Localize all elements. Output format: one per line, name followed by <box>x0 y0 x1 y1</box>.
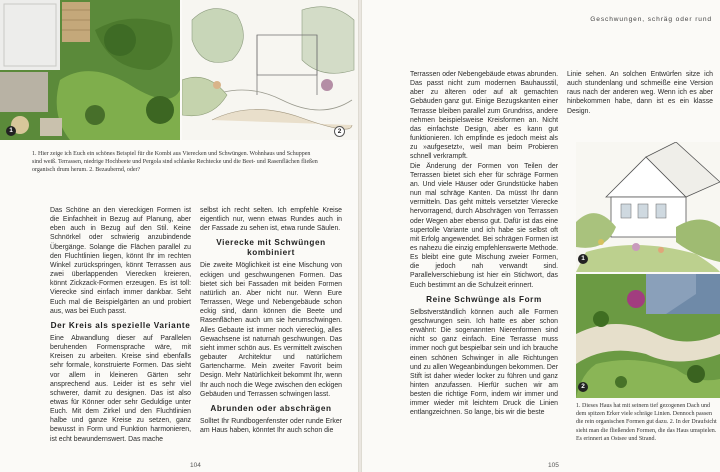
section-heading: Abrunden oder abschrägen <box>210 403 332 413</box>
paragraph: Linie sehen. An solchen Entwürfen sitze ich auch stundenlang und schmeiße eine Version raus nach der anderen weg. Wenn ich es aber hinbekommen habe, dann ist es ein klasse Design. <box>567 71 713 115</box>
paragraph: Eine Abwandlung dieser auf Parallelen beruhenden Formensprache wäre, mit Kreisen zu arbeiten. Kreise sind ebenfalls sehr formale, konstruierte Formen. Das sieht vor allem in kleineren Gärten sehr ansprechend aus. Leider ist es sehr viel schwerer, damit zu designen. Das ist also etwas für Könner oder sehr Geduldige unter Euch. Mit dem Zirkel und den Fluchtlinien halbe und ganze Kreise zu setzen, ganz bewusst in Form und Funktion harmonieren, ist echt bewundernswert. Das mache <box>50 334 191 443</box>
left-page <box>0 0 358 472</box>
house-sketch-image <box>576 142 720 272</box>
left-column-1 <box>50 206 191 444</box>
section-heading: Vierecke mit Schwüngen kombiniert <box>216 238 326 258</box>
right-column-1 <box>410 70 558 418</box>
section-heading: Der Kreis als spezielle Variante <box>50 320 191 330</box>
right-column-2 <box>567 70 713 116</box>
running-head: Geschwungen, schräg oder rund <box>590 16 712 23</box>
left-column-2 <box>200 206 342 435</box>
section-heading: Reine Schwünge als Form <box>426 294 542 304</box>
paragraph: Die zweite Möglichkeit ist eine Mischung von eckigen und geschwungenen Formen. Das bietet sich bei Fassaden mit beiden Formen natürlich an. Aber nicht nur. Wenn Eure Terrassen, Wege und Nebengebäude schon eckig sind, dann können die Beete und Rasenflächen auch um sie herumschwingen. Alles Gebaute ist immer noch viereckig, alles Gewachsene ist naturnah geschwungen. Das sieht immer schön aus. Es vermittelt zwischen gebauter Architektur und natürlichem Gartencharme. Mein zweiter Favorit beim Design. Mehr Natürlichkeit bekommt Ihr, wenn Ihr auch noch die Wege zwischen den eckigen Gebäuden und Terrassen schwingen lasst. <box>200 262 342 398</box>
figure-badge-1: 1 <box>6 126 16 136</box>
garden-sketch-image <box>182 0 358 140</box>
figure-badge-2: 2 <box>578 382 588 392</box>
figure-badge-1: 1 <box>578 254 588 264</box>
paragraph: selbst ich recht selten. Ich empfehle Kreise eigentlich nur, wenn etwas Rundes auch in der Fassade zu sehen ist, etwa runde Säulen. <box>200 207 342 233</box>
page-number-left: 104 <box>190 462 201 469</box>
paragraph: Die Änderung der Formen von Teilen der Terrassen bietet sich eher für schräge Formen an. Und viele Häuser oder Grundstücke haben nun mal schräge Kanten. Da müsst Ihr dann vermitteln. Das geht mittels versetzter Vierecke hervorragend, durch Abschrägen von Terrassen oder Wegen aber ebenso gut. Dafür ist das eine supertolle Variante und ich habe sie selbst oft mit Erfolg angewendet. Bei schrägen Formen ist es nahezu die einzig empfehlenswerte Methode. Es bleibt eine gute Mischung zweier Formen, die jedoch nah verwandt sind. Parallelverschiebung ist hier ein Stichwort, das Euch bestimmt an die Schulzeit erinnert. <box>410 162 558 289</box>
left-figure-caption: 1. Hier zeige ich Euch ein schönes Beispiel für die Kombi aus Vierecken und Schwüngen. Wohnhaus und Schuppen sind weiß. Terrassen, niedrige Hochbeete und Pergola sind schlanke Rechtecke und die Beet- und Rasenflächen fließen organisch drum herum. 2. Bezaubernd, oder? <box>32 151 318 174</box>
paragraph: Terrassen oder Nebengebäude etwas abrunden. Das passt nicht zum modernen Bauhausstil, aber zu älteren oder auf alt gemachten Gebäuden ganz gut. Einige Bezugskanten einer Terrasse bleiben parallel zum Grundriss, andere nehmen beispielsweise Kreisformen an. Nicht das einfachste Design, aber es kann gut funktionieren. Ich empfinde es jedoch meist als zu »aufgesetzt«, weil man beim Probieren schnell verkrampft. <box>410 71 558 161</box>
garden-aerial-plan-image <box>576 274 720 398</box>
page-number-right: 105 <box>548 462 559 469</box>
paragraph: Solltet Ihr Rundbogenfenster oder runde Erker am Haus haben, könntet Ihr auch schon die <box>200 417 342 434</box>
paragraph: Selbstverständlich können auch alle Formen geschwungen sein. Ich hatte es aber schon erwähnt: Die sogenannten Nierenformen sind nicht so ganz einfach. Eine Terrasse muss immer noch gut bespielbar sein und ich brauche einen schönen Schwinger in alle Richtungen und zu allen Wegeanbindungen bekommen. Der Stift ist daher wieder locker zu führen und ganz hinten anzufassen. Hierfür suchen wir am besten die richtige Form, indem wir immer und immer wieder mit leichtem Druck die Linien entlangzeichnen. So lange, bis wir die beste <box>410 308 558 417</box>
right-page <box>362 0 720 472</box>
figure-badge-2: 2 <box>334 126 345 137</box>
right-figure-caption: 1. Dieses Haus hat mit seinem tief gezogenen Dach und dem spitzen Erker viele schräge Linien. Dennoch passen die rein organischen Formen gut dazu. 2. In der Draufsicht sieht man die fließenden Formen, die das Haus umspielen. Es erinnert an Ostsee und Strand. <box>576 403 717 442</box>
paragraph: Das Schöne an den viereckigen Formen ist die Einfachheit in Bezug auf Planung, aber eben auch in Bezug auf den Stil. Keine Schnörkel oder schwierig anzubindende Übergänge. Solange die Flächen parallel zu den Fluchtlinien liegen, könnt Ihr im rechten Winkel zurückspringen, könnt Terrassen aus zwei überlappenden Vierecken kreieren, könnt Zickzack-Formen erzeugen. Es ist toll: Vierecke sind einfach immer dankbar. Seht Euch mal die Beispielgärten an und probiert aus, was bei Euch passt. <box>50 207 191 315</box>
garden-plan-aerial-image <box>0 0 180 140</box>
